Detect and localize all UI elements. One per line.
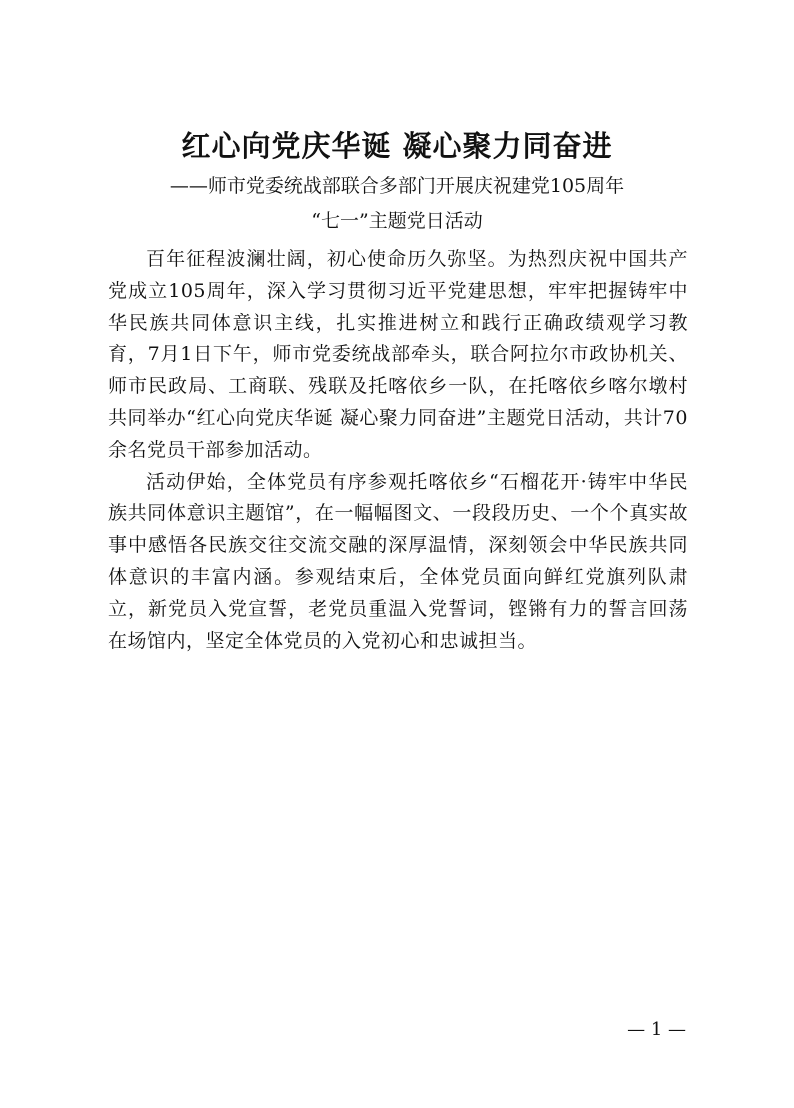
document-subtitle-line2: “七一”主题党日活动 (311, 210, 483, 232)
document-body (108, 244, 688, 657)
document-subtitle-line1: ——师市党委统战部联合多部门开展庆祝建党105周年 (169, 175, 625, 197)
document-title: 红心向党庆华诞 凝心聚力同奋进 (181, 129, 613, 163)
body-paragraph-2: 活动伊始，全体党员有序参观托喀依乡“石榴花开·铸牢中华民族共同体意识主题馆”，在一幅幅图文、一段段历史、一个个真实故事中感悟各民族交往交流交融的深厚温情，深刻领会中华民族共同体意识的丰富内涵。参观结束后，全体党员面向鲜红党旗列队肃立，新党员入党宣誓，老党员重温入党誓词，铿锵有力的誓言回荡在场馆内，坚定全体党员的入党初心和忠诚担当。 (108, 470, 688, 652)
page-number: — 1 — (627, 1019, 686, 1040)
body-paragraph-1: 百年征程波澜壮阔，初心使命历久弥坚。为热烈庆祝中国共产党成立105周年，深入学习贯彻习近平党建思想，牢牢把握铸牢中华民族共同体意识主线，扎实推进树立和践行正确政绩观学习教育，7月1日下午，师市党委统战部牵头，联合阿拉尔市政协机关、师市民政局、工商联、残联及托喀依乡一队，在托喀依乡喀尔墩村共同举办“红心向党庆华诞 凝心聚力同奋进”主题党日活动，共计70余名党员干部参加活动。 (108, 248, 688, 461)
